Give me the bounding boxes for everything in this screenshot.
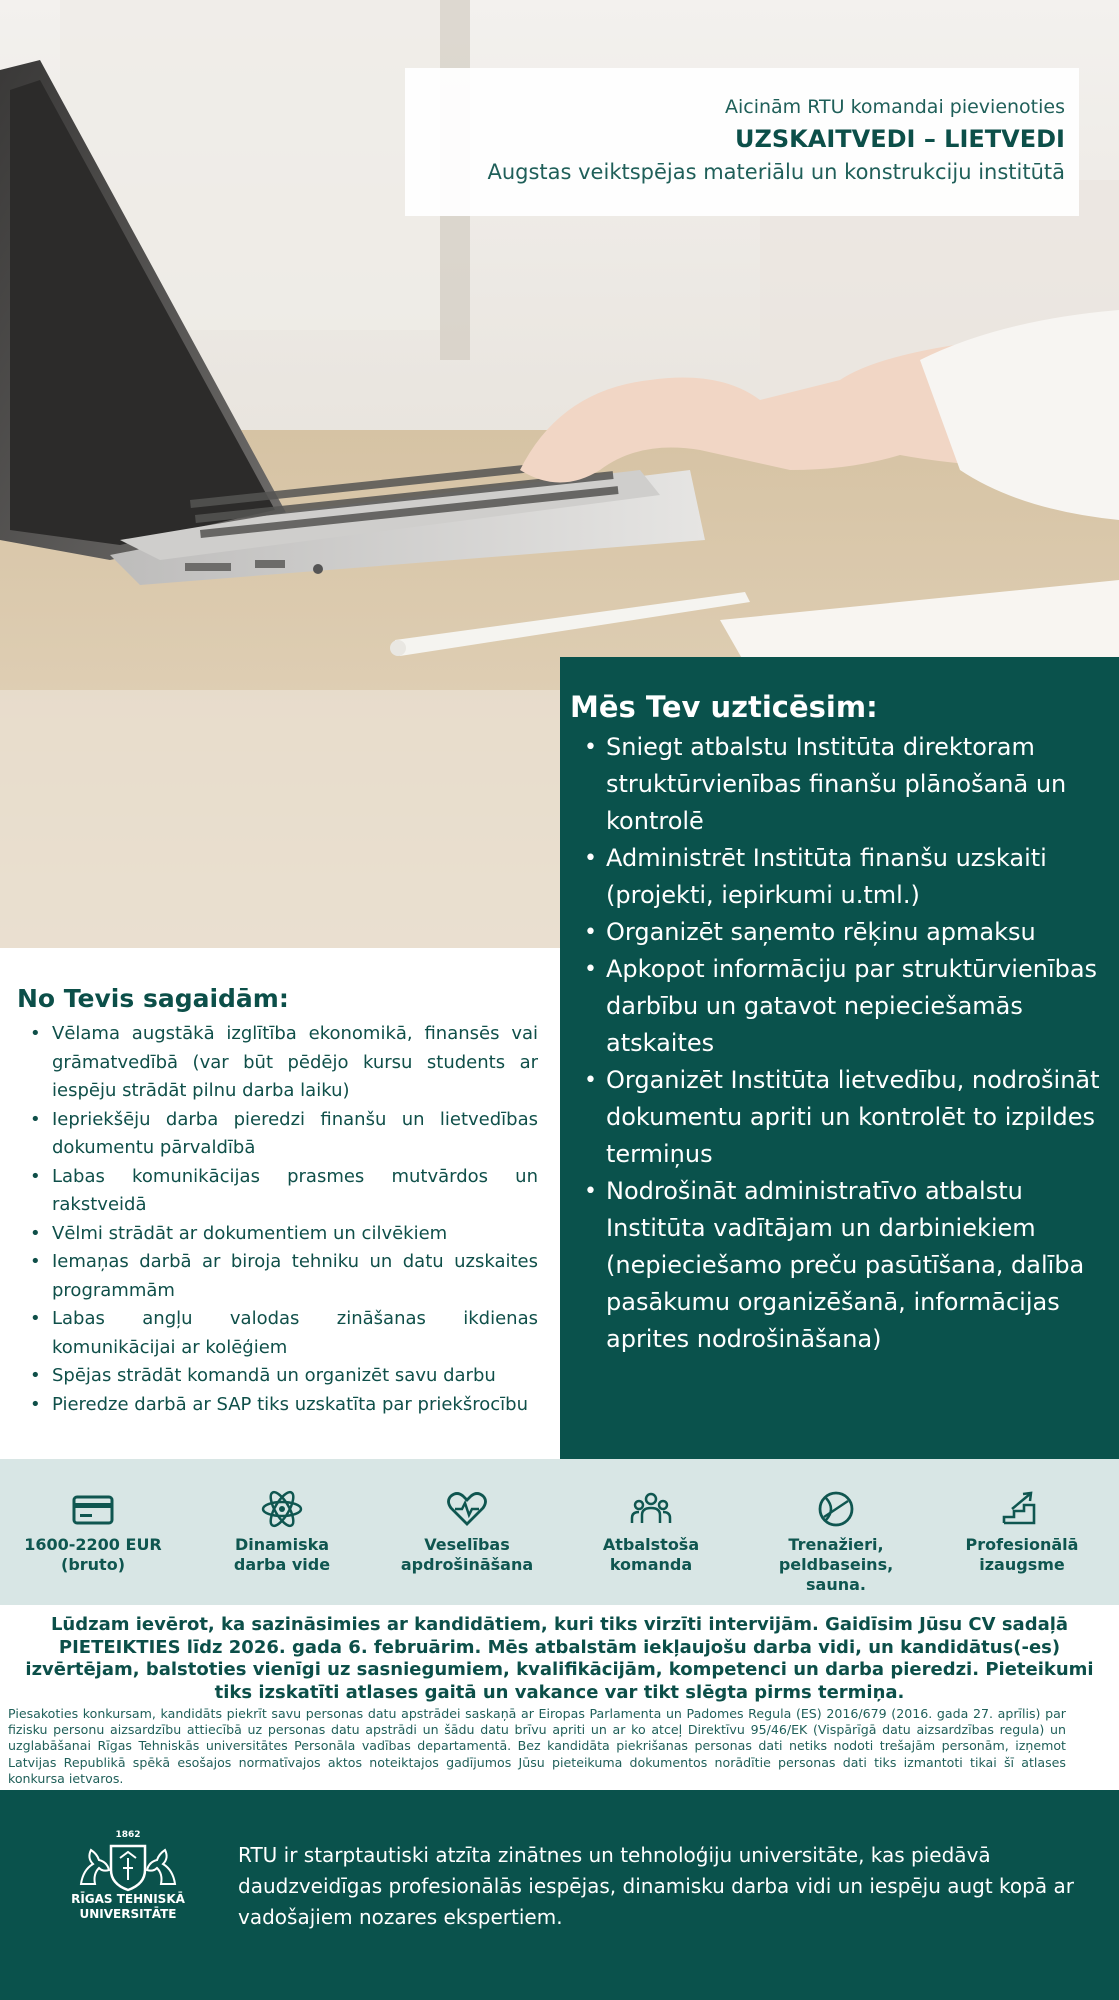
duty-item: • Sniegt atbalstu Institūta direktoram struktūrvienības finanšu plānošanā un kontrolē <box>606 729 1107 840</box>
rtu-logo <box>58 1830 198 1940</box>
benefit-line1: 1600-2200 EUR <box>24 1535 162 1554</box>
requirement-item: • Labas komunikācijas prasmes mutvārdos un rakstveidā <box>52 1163 538 1220</box>
requirement-item: • Labas angļu valodas zināšanas ikdienas komunikācijai ar kolēģiem <box>52 1305 538 1362</box>
logo-year: 1862 <box>115 1830 141 1840</box>
footer <box>0 1790 1119 2000</box>
duties-panel <box>560 657 1119 1459</box>
heart-pulse-icon <box>445 1489 489 1529</box>
requirement-item: • Pieredze darbā ar SAP tiks uzskatīta par priekšrocību <box>52 1391 538 1420</box>
duties-heading: Mēs Tev uzticēsim: <box>570 690 878 724</box>
duty-item: • Administrēt Institūta finanšu uzskaiti (projekti, iepirkumi u.tml.) <box>606 840 1107 914</box>
benefit-line1: Atbalstoša <box>602 1535 700 1554</box>
team-icon <box>629 1489 673 1529</box>
rtu-coat-of-arms-icon <box>73 1840 183 1892</box>
benefit-growth <box>937 1489 1107 1575</box>
rtu-about-text: RTU ir starptautiski atzīta zinātnes un tehnoloģiju universitāte, kas piedāvā daudzveidīgas profesionālās iespējas, dinamisku darba vidi un iespēju augt kopā ar vadošajiem nozares ekspertiem. <box>238 1843 1074 1929</box>
benefit-line1: Veselības <box>424 1535 510 1554</box>
position-title: UZSKAITVEDI – LIETVEDI <box>735 125 1065 153</box>
logo-line1: RĪGAS TEHNISKĀ <box>71 1892 185 1906</box>
benefit-line1: Profesionālā <box>965 1535 1079 1554</box>
benefit-line2: peldbaseins, sauna. <box>778 1555 894 1594</box>
requirement-item: • Iemaņas darbā ar biroja tehniku un datu uzskaites programmām <box>52 1248 538 1305</box>
invite-text: Aicinām RTU komandai pievienoties <box>725 96 1065 118</box>
privacy-statement: Piesakoties konkursam, kandidāts piekrīt savu personas datu apstrādei saskaņā ar Eiropas Parlamenta un Padomes Regula (ES) 2016/679 (2016. gada 27. aprīlis) par fizisku personu aizsardzību attiecībā uz personas datu apstrādi un šādu datu brīvu apriti un ar ko atceļ Direktīvu 95/46/EK (Vispārīgā datu aizsardzības regula) un uzglabāšanai Rīgas Tehniskās universitātes Personāla vadības departamentā. Bez kandidāta piekrišanas personas dati netiks nodoti trešajām personām, izņemot Latvijas Republikā spēkā esošajos normatīvajos aktos noteiktajos gadījumos Jūsu pieteikuma dokumentos norādītie personas dati tiks izmantoti tikai šī atlases konkursa ietvaros. <box>8 1706 1066 1786</box>
stairs-growth-icon <box>1000 1489 1044 1529</box>
benefit-line1: Dinamiska <box>234 1535 330 1554</box>
requirement-item: • Vēlmi strādāt ar dokumentiem un cilvēkiem <box>52 1220 538 1249</box>
requirement-item: • Iepriekšēju darba pieredzi finanšu un lietvedības dokumentu pārvaldībā <box>52 1106 538 1163</box>
duties-list <box>570 729 1107 1358</box>
benefit-line2: izaugsme <box>979 1555 1065 1574</box>
requirements-panel <box>0 948 560 1459</box>
application-notice: Lūdzam ievērot, ka sazināsimies ar kandidātiem, kuri tiks virzīti intervijām. Gaidīsim Jūsu CV sadaļā PIETEIKTIES līdz 2026. gada 6. februārim. Mēs atbalstām iekļaujošu darba vidi, un kandidātus(-es) izvērtējam, balstoties vienīgi uz sasniegumiem, kvalifikācijām, kompetenci un darba pieredzi. Pieteikumi tiks izskatīti atlases gaitā un vakance var tikt slēgta pirms termiņa. <box>25 1614 1094 1703</box>
job-title-box <box>405 68 1079 216</box>
sports-ball-icon <box>814 1489 858 1529</box>
benefit-line2: (bruto) <box>61 1555 125 1574</box>
requirements-list <box>17 1020 538 1419</box>
benefit-health-insurance <box>382 1489 552 1575</box>
logo-line2: UNIVERSITĀTE <box>79 1907 177 1921</box>
benefits-strip <box>0 1459 1119 1605</box>
benefit-dynamic-env <box>197 1489 367 1575</box>
duty-item: • Nodrošināt administratīvo atbalstu Institūta vadītājam un darbiniekiem (nepieciešamo preču pasūtīšana, dalība pasākumu organizēšanā, informācijas aprites nodrošināšana) <box>606 1173 1107 1358</box>
credit-card-icon <box>71 1489 115 1529</box>
benefit-team <box>566 1489 736 1575</box>
requirement-item: • Vēlama augstākā izglītība ekonomikā, finansēs vai grāmatvedībā (var būt pēdējo kursu students ar iespēju strādāt pilnu darba laiku) <box>52 1020 538 1106</box>
institute-name: Augstas veiktspējas materiālu un konstrukciju institūtā <box>487 160 1065 184</box>
requirements-heading: No Tevis sagaidām: <box>17 984 289 1013</box>
atom-icon <box>260 1489 304 1529</box>
benefit-line2: komanda <box>609 1555 693 1574</box>
benefit-line2: darba vide <box>233 1555 331 1574</box>
duty-item: • Organizēt Institūta lietvedību, nodrošināt dokumentu apriti un kontrolēt to izpildes termiņus <box>606 1062 1107 1173</box>
benefit-line2: apdrošināšana <box>400 1555 534 1574</box>
requirement-item: • Spējas strādāt komandā un organizēt savu darbu <box>52 1362 538 1391</box>
benefit-line1: Trenažieri, <box>788 1535 884 1554</box>
duty-item: • Apkopot informāciju par struktūrvienības darbību un gatavot nepieciešamās atskaites <box>606 951 1107 1062</box>
benefit-sports <box>751 1489 921 1595</box>
duty-item: • Organizēt saņemto rēķinu apmaksu <box>606 914 1107 951</box>
benefit-salary <box>8 1489 178 1575</box>
